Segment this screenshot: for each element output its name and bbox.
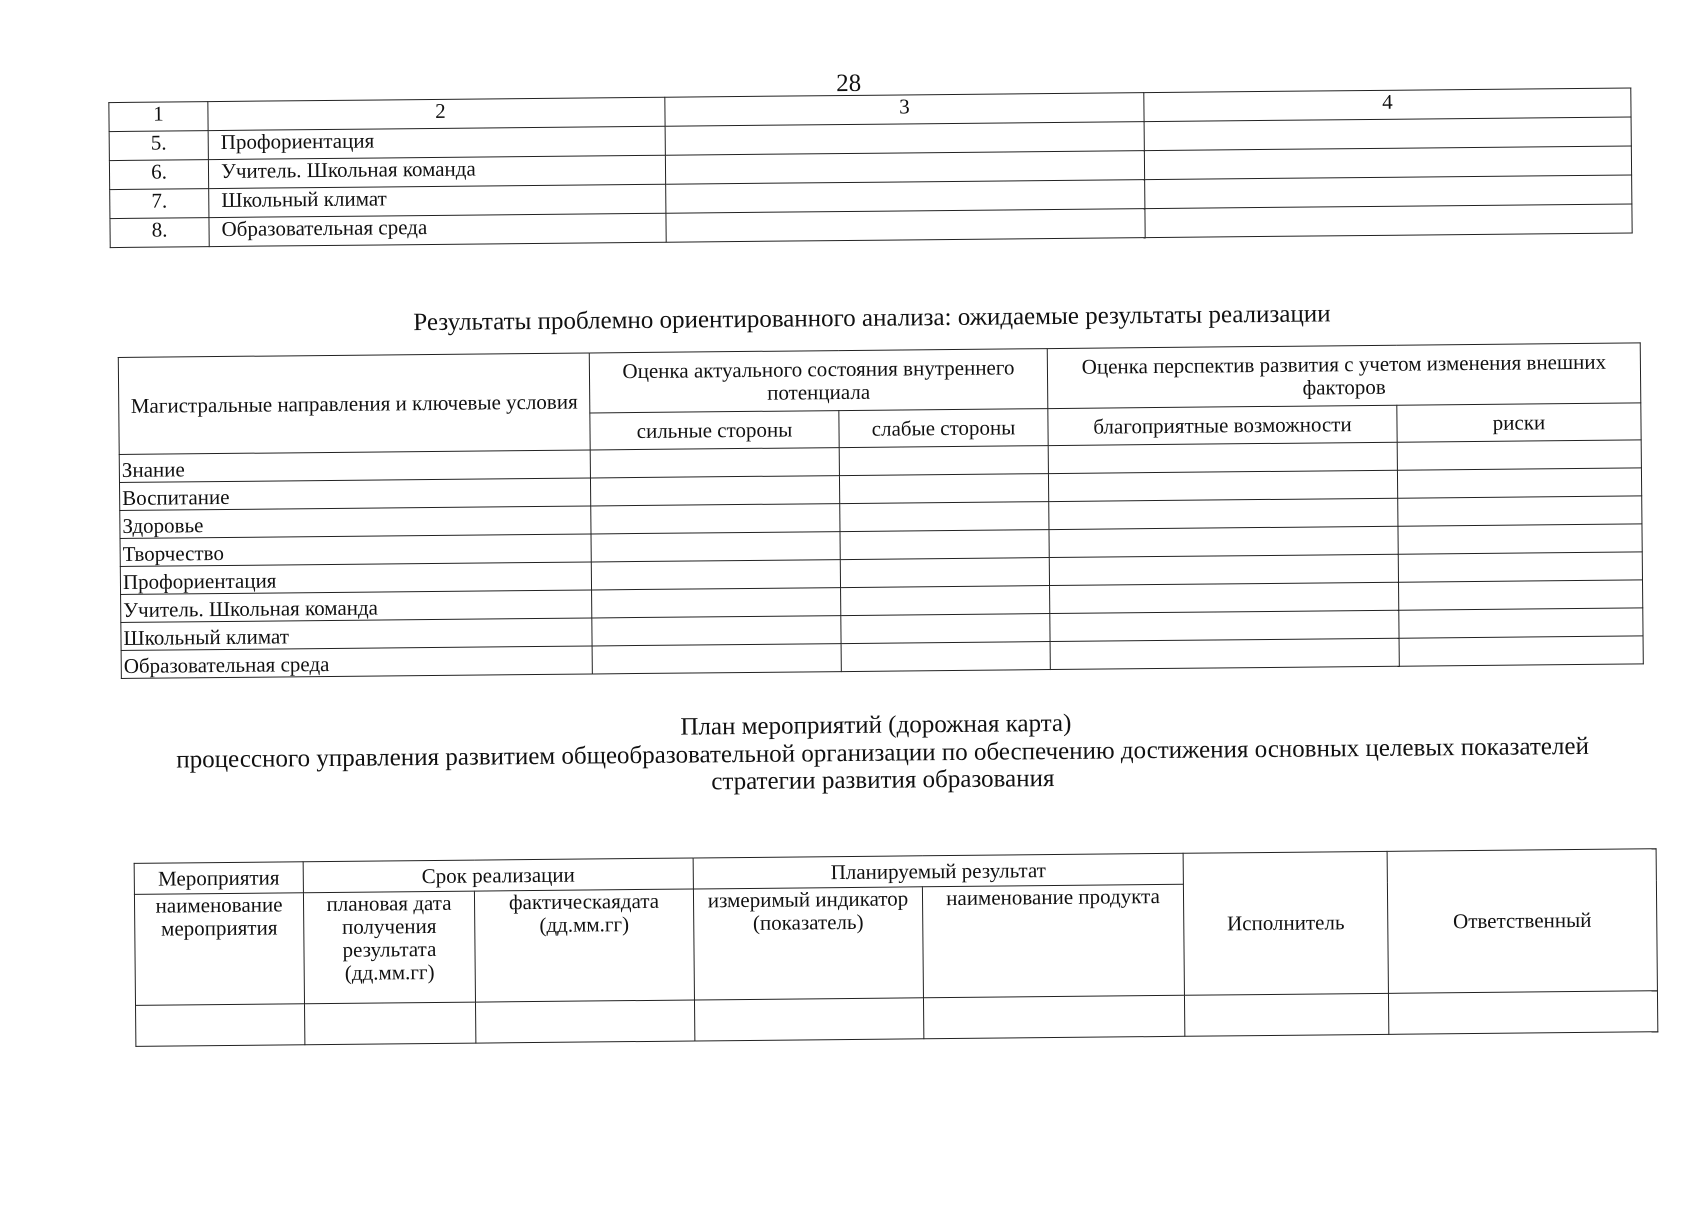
product-header: наименование продукта	[922, 884, 1184, 998]
empty-cell	[1399, 580, 1643, 610]
empty-cell	[839, 474, 1048, 504]
event-name-header: наименование мероприятия	[134, 893, 304, 1006]
empty-cell	[1050, 610, 1399, 641]
empty-cell	[1049, 526, 1398, 557]
empty-cell	[666, 209, 1145, 243]
row-name: Учитель. Школьная команда	[208, 155, 665, 188]
empty-cell	[694, 998, 923, 1041]
empty-cell	[1048, 442, 1397, 473]
planned-date-header: плановая дата получения результата (дд.мм.гг)	[303, 891, 475, 1004]
row-label: Учитель. Школьная команда	[121, 590, 592, 623]
empty-cell	[1049, 554, 1398, 585]
header-cell-1: 1	[109, 102, 208, 132]
empty-cell	[1144, 146, 1631, 180]
header-cell-3: 3	[665, 93, 1144, 127]
analysis-section-title: Результаты проблемно ориентированного анализа: ожидаемые результаты реализации	[413, 300, 1331, 337]
empty-cell	[840, 502, 1049, 532]
directions-table-continued	[108, 87, 1632, 248]
row-label: Образовательная среда	[121, 646, 592, 679]
roadmap-subtitle: процессного управления развитием общеобразовательной организации по обеспечению достижения основных целевых показателей стратегии развития образования	[176, 732, 1590, 796]
empty-cell	[1399, 636, 1643, 666]
empty-cell	[839, 446, 1048, 476]
empty-cell	[665, 122, 1144, 156]
empty-cell	[1145, 175, 1632, 209]
empty-cell	[1144, 117, 1631, 151]
external-factors-header: Оценка перспектив развития с учетом изменения внешних факторов	[1047, 343, 1641, 409]
weaknesses-header: слабые стороны	[839, 409, 1048, 448]
roadmap-table	[134, 848, 1659, 1047]
empty-cell	[1397, 440, 1641, 470]
empty-cell	[1184, 993, 1388, 1036]
empty-cell	[592, 588, 841, 618]
empty-cell	[841, 586, 1050, 616]
empty-cell	[1050, 638, 1399, 669]
responsible-header: Ответственный	[1387, 849, 1657, 994]
row-label: Знание	[119, 450, 590, 483]
internal-potential-header: Оценка актуального состояния внутреннего потенциала	[589, 349, 1048, 413]
empty-cell	[592, 616, 841, 646]
row-label: Здоровье	[120, 506, 591, 539]
row-label: Творчество	[120, 534, 591, 567]
empty-cell	[592, 644, 841, 674]
empty-cell	[1397, 468, 1641, 498]
events-header: Мероприятия	[134, 862, 303, 895]
planned-result-header: Планируемый результат	[693, 853, 1183, 889]
empty-cell	[841, 642, 1050, 672]
row-label: Школьный климат	[121, 618, 592, 651]
indicator-header: измеримый индикатор (показатель)	[693, 887, 923, 1000]
row-name: Профориентация	[208, 126, 665, 159]
directions-header: Магистральные направления и ключевые условия	[118, 353, 590, 455]
actual-date-header: фактическаядата (дд.мм.гг)	[474, 889, 694, 1002]
empty-cell	[1049, 498, 1398, 529]
empty-cell	[1398, 552, 1642, 582]
empty-cell	[305, 1002, 476, 1045]
empty-cell	[1398, 496, 1642, 526]
opportunities-header: благоприятные возможности	[1048, 405, 1397, 445]
strengths-header: сильные стороны	[590, 411, 839, 450]
empty-cell	[591, 532, 840, 562]
header-cell-4: 4	[1144, 88, 1631, 122]
row-name: Образовательная среда	[209, 213, 666, 246]
row-name: Школьный климат	[209, 184, 666, 217]
empty-cell	[666, 180, 1145, 214]
empty-cell	[590, 476, 839, 506]
empty-cell	[1048, 470, 1397, 501]
row-label: Воспитание	[119, 478, 590, 511]
empty-cell	[923, 995, 1184, 1039]
empty-cell	[840, 530, 1049, 560]
page-number: 28	[836, 69, 862, 98]
empty-cell	[136, 1004, 305, 1047]
empty-cell	[841, 614, 1050, 644]
row-number: 7.	[110, 189, 209, 219]
deadline-header: Срок реализации	[303, 858, 693, 893]
row-number: 5.	[109, 131, 208, 161]
empty-cell	[590, 448, 839, 478]
empty-cell	[591, 560, 840, 590]
header-cell-2: 2	[208, 97, 665, 130]
risks-header: риски	[1397, 403, 1641, 442]
empty-cell	[1050, 582, 1399, 613]
empty-cell	[1145, 204, 1632, 238]
executor-header: Исполнитель	[1183, 851, 1388, 995]
empty-cell	[840, 558, 1049, 588]
row-number: 8.	[110, 218, 209, 248]
row-number: 6.	[109, 160, 208, 190]
empty-cell	[1388, 991, 1657, 1035]
empty-cell	[665, 151, 1144, 185]
empty-cell	[1398, 524, 1642, 554]
empty-cell	[1399, 608, 1643, 638]
analysis-results-table	[118, 342, 1644, 679]
empty-cell	[475, 1000, 694, 1043]
roadmap-title: План мероприятий (дорожная карта)	[680, 709, 1072, 741]
row-label: Профориентация	[120, 562, 591, 595]
empty-cell	[591, 504, 840, 534]
